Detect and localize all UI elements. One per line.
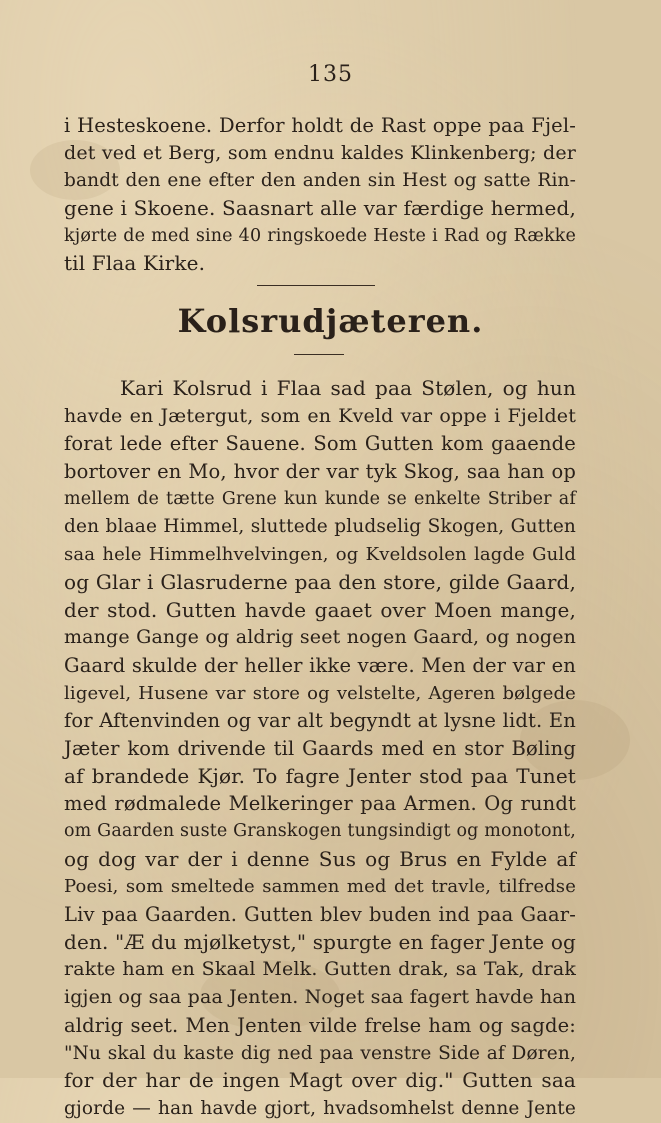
text-line: for der har de ingen Magt over dig." Gutten saa <box>64 1068 576 1093</box>
text-line: bandt den ene efter den anden sin Hest og satte Rin- <box>64 170 576 192</box>
text-line: til Flaa Kirke. <box>64 251 206 276</box>
page-number: 135 <box>308 62 353 87</box>
text-line: i Hesteskoene. Derfor holdt de Rast oppe paa Fjel- <box>64 114 576 137</box>
text-line: om Gaarden suste Granskogen tungsindigt og monotont, <box>64 821 576 841</box>
text-line: Kari Kolsrud i Flaa sad paa Stølen, og hun <box>120 376 576 400</box>
body-paragraph <box>64 375 576 1123</box>
text-line: med rødmalede Melkeringer paa Armen. Og rundt <box>64 792 576 816</box>
text-line: for Aftenvinden og var alt begyndt at lysne lidt. En <box>64 709 576 733</box>
text-line: rakte ham en Skaal Melk. Gutten drak, sa Tak, drak <box>64 958 576 981</box>
text-line: der stod. Gutten havde gaaet over Moen mange, <box>64 597 576 622</box>
text-line: "Nu skal du kaste dig ned paa venstre Side af Døren, <box>64 1042 576 1064</box>
text-line: mellem de tætte Grene kun kunde se enkelte Striber af <box>64 488 576 509</box>
text-line: den blaae Himmel, sluttede pludselig Skogen, Gutten <box>64 516 576 538</box>
text-line: bortover en Mo, hvor der var tyk Skog, saa han op <box>64 460 576 484</box>
text-line: mange Gange og aldrig seet nogen Gaard, og nogen <box>64 626 576 649</box>
text-line: gene i Skoene. Saasnart alle var færdige hermed, <box>64 196 576 221</box>
text-line: forat lede efter Sauene. Som Gutten kom gaaende <box>64 432 576 456</box>
text-line: den. "Æ du mjølketyst," spurgte en fager Jente og <box>64 929 576 954</box>
text-line: Gaard skulde der heller ikke være. Men der var en <box>64 653 576 677</box>
text-line: havde en Jætergut, som en Kveld var oppe i Fjeldet <box>64 404 576 427</box>
text-line: Liv paa Gaarden. Gutten blev buden ind paa Gaar- <box>64 903 576 927</box>
text-line: af brandede Kjør. To fagre Jenter stod paa Tunet <box>64 763 576 788</box>
text-line: Jæter kom drivende til Gaards med en stor Bøling <box>64 736 576 760</box>
text-line: gjorde — han havde gjort, hvadsomhelst denne Jente <box>64 1097 576 1119</box>
text-line: og dog var der i denne Sus og Brus en Fylde af <box>64 846 576 871</box>
section-divider-bottom <box>294 354 344 355</box>
text-line: Poesi, som smeltede sammen med det travle, tilfredse <box>64 876 576 898</box>
section-divider-top <box>257 285 375 286</box>
text-line: og Glar i Glasruderne paa den store, gilde Gaard, <box>64 569 576 594</box>
intro-paragraph <box>64 112 576 278</box>
text-line: igjen og saa paa Jenten. Noget saa fagert havde han <box>64 986 577 1009</box>
text-line: kjørte de med sine 40 ringskoede Heste i Rad og Række <box>64 225 576 246</box>
text-line: det ved et Berg, som endnu kaldes Klinkenberg; der <box>64 141 576 164</box>
text-line: saa hele Himmelhvelvingen, og Kveldsolen lagde Guld <box>64 544 576 566</box>
text-line: aldrig seet. Men Jenten vilde frelse ham og sagde: <box>64 1013 576 1037</box>
text-line: ligevel, Husene var store og velstelte, Ageren bølgede <box>64 682 576 704</box>
section-title: Kolsrudjæteren. <box>177 302 484 340</box>
